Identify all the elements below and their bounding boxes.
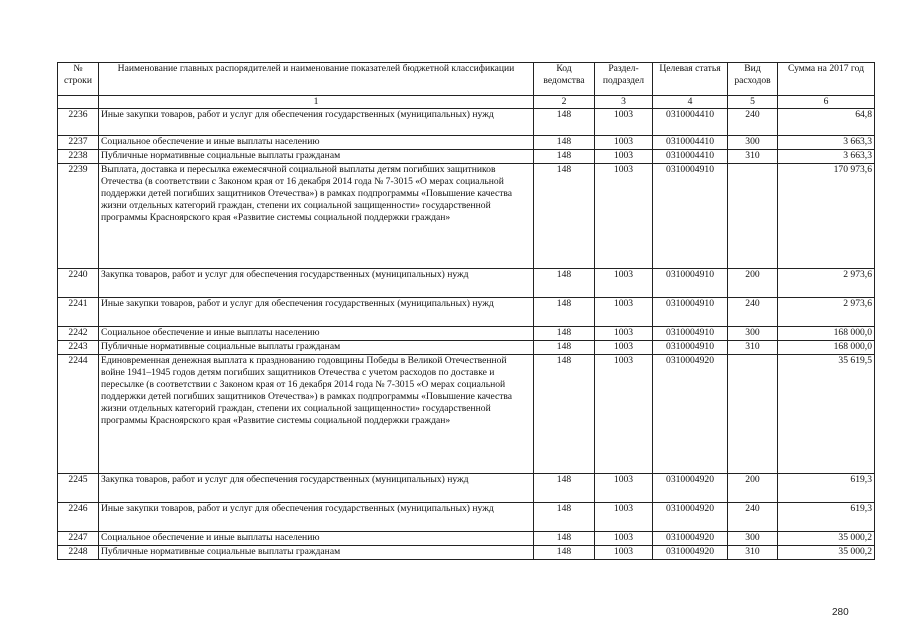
table-row (58, 109, 875, 136)
row-target: 0310004910 (653, 327, 728, 341)
row-amount: 35 619,5 (778, 355, 875, 474)
row-number: 2244 (58, 355, 99, 474)
column-number (58, 96, 99, 109)
row-section: 1003 (595, 150, 653, 164)
row-number: 2248 (58, 546, 99, 560)
budget-table (57, 62, 875, 560)
row-amount: 2 973,6 (778, 298, 875, 327)
row-target: 0310004920 (653, 355, 728, 474)
row-target: 0310004920 (653, 532, 728, 546)
row-section: 1003 (595, 109, 653, 136)
table-row (58, 164, 875, 269)
row-section: 1003 (595, 474, 653, 503)
header-exp-type: Вид расходов (728, 63, 778, 96)
row-amount: 3 663,3 (778, 150, 875, 164)
row-section: 1003 (595, 136, 653, 150)
table-row (58, 546, 875, 560)
column-number-row (58, 96, 875, 109)
row-amount: 35 000,2 (778, 532, 875, 546)
row-section: 1003 (595, 269, 653, 298)
column-number: 5 (728, 96, 778, 109)
row-name: Публичные нормативные социальные выплаты гражданам (99, 546, 534, 560)
header-name: Наименование главных распорядителей и наименование показателей бюджетной классификации (99, 63, 534, 96)
table-row (58, 532, 875, 546)
column-number: 3 (595, 96, 653, 109)
row-target: 0310004910 (653, 269, 728, 298)
row-name: Единовременная денежная выплата к празднованию годовщины Победы в Великой Отечественной войне 1941–1945 годов детям погибших защитников Отечества с учетом расходов по доставке и пересылке (в соответствии с Законом края от 16 декабря 2014 года № 7-3015 «О мерах социальной поддержки детей погибших защитников Отечества») в рамках подпрограммы «Повышение качества жизни отдельных категорий граждан, степени их социальной защищенности» государственной программы Красноярского края «Развитие системы социальной поддержки граждан» (99, 355, 534, 474)
table-row (58, 298, 875, 327)
row-dept-code: 148 (534, 546, 595, 560)
table-row (58, 269, 875, 298)
row-number: 2246 (58, 503, 99, 532)
row-exp-type: 200 (728, 474, 778, 503)
row-section: 1003 (595, 327, 653, 341)
row-target: 0310004920 (653, 546, 728, 560)
header-target: Целевая статья (653, 63, 728, 96)
column-number: 4 (653, 96, 728, 109)
row-exp-type (728, 164, 778, 269)
header-dept-code: Код ведомства (534, 63, 595, 96)
row-exp-type: 300 (728, 136, 778, 150)
row-number: 2236 (58, 109, 99, 136)
row-amount: 35 000,2 (778, 546, 875, 560)
row-target: 0310004410 (653, 136, 728, 150)
row-name: Иные закупки товаров, работ и услуг для обеспечения государственных (муниципальных) нужд (99, 298, 534, 327)
row-name: Закупка товаров, работ и услуг для обеспечения государственных (муниципальных) нужд (99, 269, 534, 298)
header-row-no: № строки (58, 63, 99, 96)
row-number: 2237 (58, 136, 99, 150)
row-number: 2241 (58, 298, 99, 327)
row-name: Иные закупки товаров, работ и услуг для обеспечения государственных (муниципальных) нужд (99, 503, 534, 532)
table-row (58, 136, 875, 150)
row-dept-code: 148 (534, 474, 595, 503)
row-name: Социальное обеспечение и иные выплаты населению (99, 327, 534, 341)
page-number: 280 (832, 607, 849, 618)
column-number: 6 (778, 96, 875, 109)
row-amount: 2 973,6 (778, 269, 875, 298)
row-exp-type: 310 (728, 546, 778, 560)
header-section: Раздел-подраздел (595, 63, 653, 96)
row-exp-type: 310 (728, 341, 778, 355)
row-target: 0310004410 (653, 150, 728, 164)
row-dept-code: 148 (534, 503, 595, 532)
row-target: 0310004910 (653, 341, 728, 355)
row-dept-code: 148 (534, 164, 595, 269)
row-dept-code: 148 (534, 355, 595, 474)
row-amount: 168 000,0 (778, 327, 875, 341)
row-name: Иные закупки товаров, работ и услуг для обеспечения государственных (муниципальных) нужд (99, 109, 534, 136)
row-dept-code: 148 (534, 150, 595, 164)
row-exp-type: 200 (728, 269, 778, 298)
row-amount: 170 973,6 (778, 164, 875, 269)
row-section: 1003 (595, 164, 653, 269)
row-number: 2247 (58, 532, 99, 546)
table-row (58, 503, 875, 532)
table-row (58, 355, 875, 474)
row-exp-type: 240 (728, 503, 778, 532)
row-number: 2238 (58, 150, 99, 164)
row-dept-code: 148 (534, 532, 595, 546)
row-name: Социальное обеспечение и иные выплаты населению (99, 136, 534, 150)
row-number: 2243 (58, 341, 99, 355)
row-section: 1003 (595, 503, 653, 532)
row-name: Закупка товаров, работ и услуг для обеспечения государственных (муниципальных) нужд (99, 474, 534, 503)
row-number: 2239 (58, 164, 99, 269)
row-amount: 64,8 (778, 109, 875, 136)
row-amount: 168 000,0 (778, 341, 875, 355)
row-dept-code: 148 (534, 298, 595, 327)
row-section: 1003 (595, 341, 653, 355)
row-exp-type (728, 355, 778, 474)
header-row (58, 63, 875, 96)
row-dept-code: 148 (534, 327, 595, 341)
row-target: 0310004920 (653, 503, 728, 532)
table-row (58, 150, 875, 164)
header-amount: Сумма на 2017 год (778, 63, 875, 96)
row-section: 1003 (595, 298, 653, 327)
table-row (58, 474, 875, 503)
row-target: 0310004410 (653, 109, 728, 136)
row-amount: 619,3 (778, 503, 875, 532)
row-section: 1003 (595, 355, 653, 474)
row-exp-type: 310 (728, 150, 778, 164)
row-target: 0310004910 (653, 298, 728, 327)
row-name: Выплата, доставка и пересылка ежемесячной социальной выплаты детям погибших защитников Отечества (в соответствии с Законом края от 16 декабря 2014 года № 7-3015 «О мерах социальной поддержки детей погибших защитников Отечества») в рамках подпрограммы «Повышение качества жизни отдельных категорий граждан, степени их социальной защищенности» государственной программы Красноярского края «Развитие системы социальной поддержки граждан» (99, 164, 534, 269)
row-amount: 3 663,3 (778, 136, 875, 150)
column-number: 2 (534, 96, 595, 109)
row-exp-type: 240 (728, 298, 778, 327)
row-section: 1003 (595, 546, 653, 560)
row-target: 0310004920 (653, 474, 728, 503)
row-number: 2240 (58, 269, 99, 298)
table-row (58, 327, 875, 341)
row-dept-code: 148 (534, 109, 595, 136)
row-section: 1003 (595, 532, 653, 546)
row-dept-code: 148 (534, 136, 595, 150)
row-exp-type: 240 (728, 109, 778, 136)
row-amount: 619,3 (778, 474, 875, 503)
row-name: Публичные нормативные социальные выплаты гражданам (99, 341, 534, 355)
column-number: 1 (99, 96, 534, 109)
row-number: 2245 (58, 474, 99, 503)
row-name: Социальное обеспечение и иные выплаты населению (99, 532, 534, 546)
row-exp-type: 300 (728, 327, 778, 341)
row-dept-code: 148 (534, 341, 595, 355)
row-name: Публичные нормативные социальные выплаты гражданам (99, 150, 534, 164)
row-number: 2242 (58, 327, 99, 341)
row-exp-type: 300 (728, 532, 778, 546)
row-dept-code: 148 (534, 269, 595, 298)
table-row (58, 341, 875, 355)
row-target: 0310004910 (653, 164, 728, 269)
